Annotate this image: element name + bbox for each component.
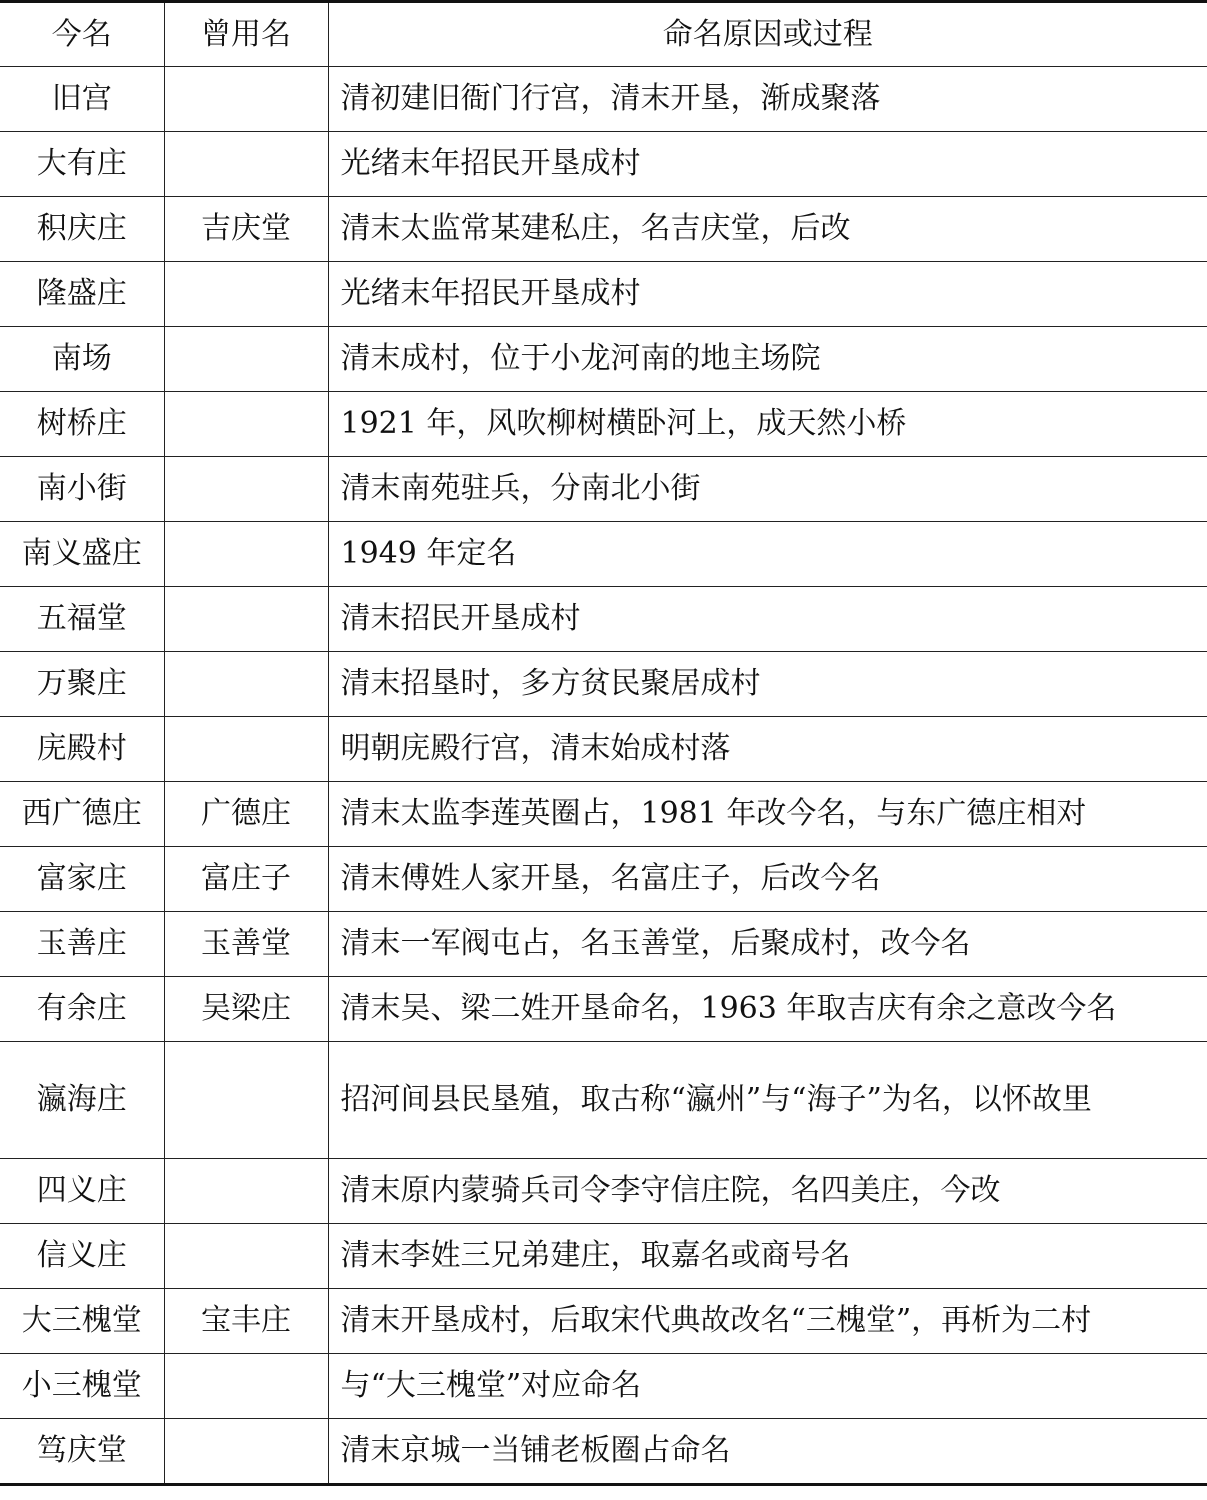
cell-naming-reason: 清末傅姓人家开垦，名富庄子，后改今名 (328, 847, 1207, 912)
cell-naming-reason: 清末吴、梁二姓开垦命名，1963 年取吉庆有余之意改今名 (328, 977, 1207, 1042)
cell-naming-reason: 清末开垦成村，后取宋代典故改名“三槐堂”，再析为二村 (328, 1289, 1207, 1354)
cell-current-name: 树桥庄 (0, 392, 164, 457)
table-row (0, 1419, 1207, 1485)
cell-naming-reason: 与“大三槐堂”对应命名 (328, 1354, 1207, 1419)
cell-former-name: 玉善堂 (164, 912, 328, 977)
table-row (0, 912, 1207, 977)
table-row (0, 717, 1207, 782)
cell-current-name: 玉善庄 (0, 912, 164, 977)
cell-current-name: 信义庄 (0, 1224, 164, 1289)
cell-former-name (164, 1159, 328, 1224)
cell-naming-reason: 光绪末年招民开垦成村 (328, 132, 1207, 197)
table-header (0, 2, 1207, 67)
cell-current-name: 四义庄 (0, 1159, 164, 1224)
table-row (0, 67, 1207, 132)
cell-current-name: 有余庄 (0, 977, 164, 1042)
table-row (0, 197, 1207, 262)
table-row (0, 132, 1207, 197)
table-body (0, 67, 1207, 1485)
cell-naming-reason: 清末李姓三兄弟建庄，取嘉名或商号名 (328, 1224, 1207, 1289)
cell-former-name: 吴梁庄 (164, 977, 328, 1042)
cell-current-name: 瀛海庄 (0, 1042, 164, 1159)
table-row (0, 1042, 1207, 1159)
cell-former-name (164, 262, 328, 327)
table-row (0, 782, 1207, 847)
table-row (0, 587, 1207, 652)
cell-current-name: 隆盛庄 (0, 262, 164, 327)
cell-current-name: 大三槐堂 (0, 1289, 164, 1354)
cell-current-name: 南义盛庄 (0, 522, 164, 587)
header-former-name: 曾用名 (164, 2, 328, 67)
cell-current-name: 庑殿村 (0, 717, 164, 782)
table-row (0, 392, 1207, 457)
header-naming-reason: 命名原因或过程 (328, 2, 1207, 67)
cell-current-name: 西广德庄 (0, 782, 164, 847)
table-row (0, 327, 1207, 392)
cell-naming-reason: 明朝庑殿行宫，清末始成村落 (328, 717, 1207, 782)
cell-naming-reason: 1949 年定名 (328, 522, 1207, 587)
cell-naming-reason: 招河间县民垦殖，取古称“瀛州”与“海子”为名，以怀故里 (328, 1042, 1207, 1159)
cell-naming-reason: 1921 年，风吹柳树横卧河上，成天然小桥 (328, 392, 1207, 457)
table-row (0, 262, 1207, 327)
cell-naming-reason: 清末南苑驻兵，分南北小街 (328, 457, 1207, 522)
cell-former-name (164, 327, 328, 392)
cell-former-name (164, 457, 328, 522)
cell-former-name (164, 392, 328, 457)
cell-former-name (164, 652, 328, 717)
cell-former-name (164, 67, 328, 132)
table-row (0, 847, 1207, 912)
table-row (0, 652, 1207, 717)
cell-former-name (164, 1224, 328, 1289)
cell-former-name (164, 1419, 328, 1485)
table-row (0, 522, 1207, 587)
table-row (0, 1159, 1207, 1224)
header-row (0, 2, 1207, 67)
cell-former-name: 吉庆堂 (164, 197, 328, 262)
cell-former-name (164, 132, 328, 197)
cell-former-name: 广德庄 (164, 782, 328, 847)
cell-former-name (164, 1042, 328, 1159)
cell-naming-reason: 清末原内蒙骑兵司令李守信庄院，名四美庄，今改 (328, 1159, 1207, 1224)
cell-former-name (164, 522, 328, 587)
cell-current-name: 旧宫 (0, 67, 164, 132)
cell-current-name: 万聚庄 (0, 652, 164, 717)
cell-naming-reason: 清末太监常某建私庄，名吉庆堂，后改 (328, 197, 1207, 262)
cell-naming-reason: 清初建旧衙门行宫，清末开垦，渐成聚落 (328, 67, 1207, 132)
cell-current-name: 五福堂 (0, 587, 164, 652)
cell-naming-reason: 清末招民开垦成村 (328, 587, 1207, 652)
cell-former-name (164, 587, 328, 652)
cell-current-name: 南场 (0, 327, 164, 392)
cell-naming-reason: 清末一军阀屯占，名玉善堂，后聚成村，改今名 (328, 912, 1207, 977)
cell-former-name (164, 717, 328, 782)
cell-naming-reason: 清末招垦时，多方贫民聚居成村 (328, 652, 1207, 717)
header-current-name: 今名 (0, 2, 164, 67)
cell-former-name: 富庄子 (164, 847, 328, 912)
cell-current-name: 富家庄 (0, 847, 164, 912)
cell-naming-reason: 清末京城一当铺老板圈占命名 (328, 1419, 1207, 1485)
cell-current-name: 大有庄 (0, 132, 164, 197)
cell-naming-reason: 清末成村，位于小龙河南的地主场院 (328, 327, 1207, 392)
cell-current-name: 积庆庄 (0, 197, 164, 262)
cell-naming-reason: 光绪末年招民开垦成村 (328, 262, 1207, 327)
cell-current-name: 小三槐堂 (0, 1354, 164, 1419)
table-row (0, 457, 1207, 522)
table-row (0, 1224, 1207, 1289)
cell-former-name: 宝丰庄 (164, 1289, 328, 1354)
table-row (0, 1289, 1207, 1354)
cell-current-name: 南小街 (0, 457, 164, 522)
cell-current-name: 笃庆堂 (0, 1419, 164, 1485)
table-row (0, 977, 1207, 1042)
table-row (0, 1354, 1207, 1419)
cell-naming-reason: 清末太监李莲英圈占，1981 年改今名，与东广德庄相对 (328, 782, 1207, 847)
cell-former-name (164, 1354, 328, 1419)
